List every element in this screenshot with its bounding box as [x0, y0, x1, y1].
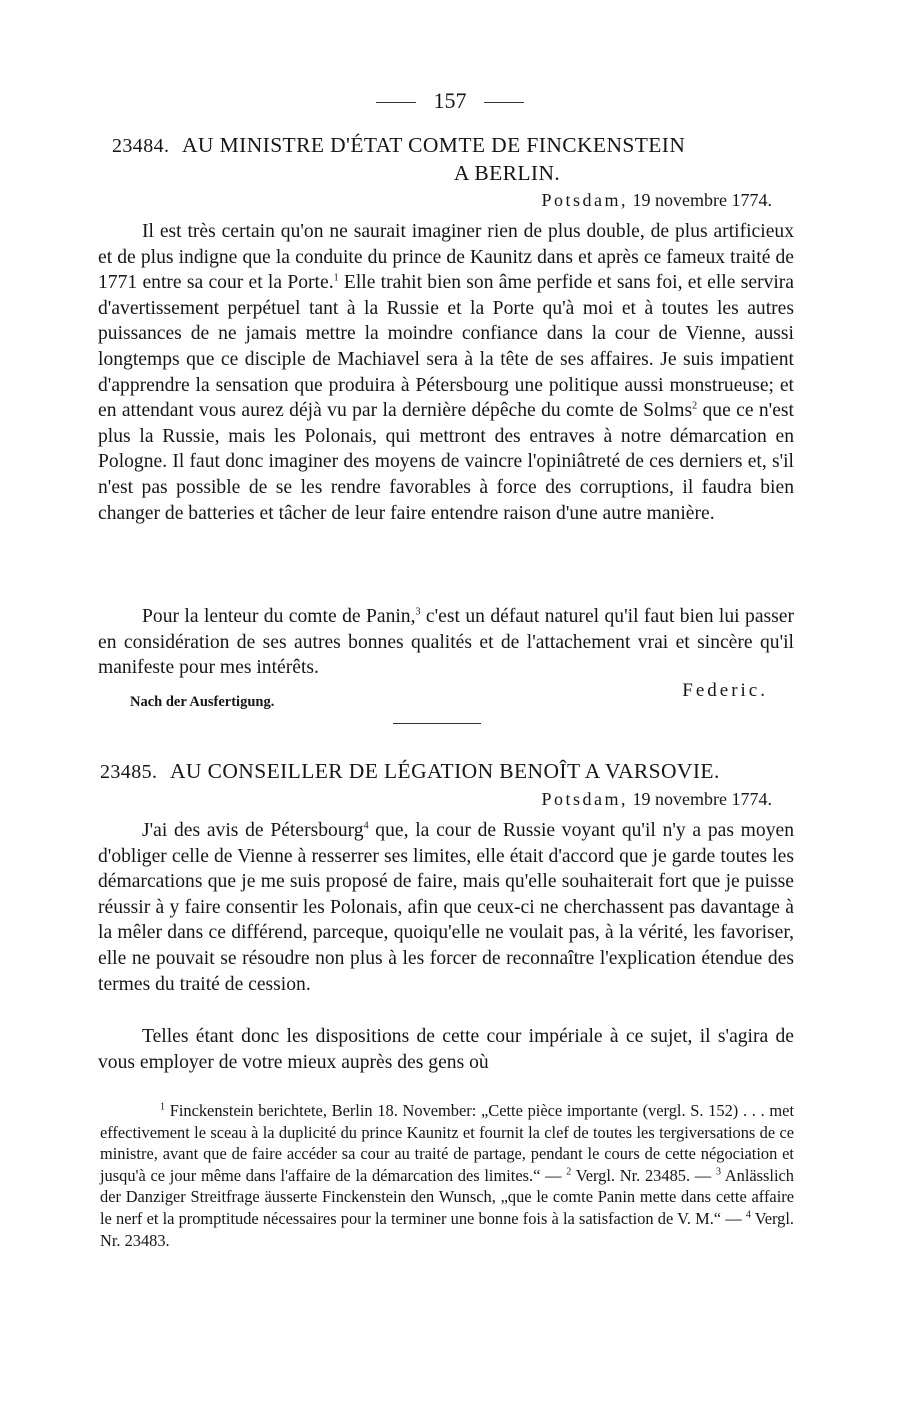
- footnote-1-text: Finckenstein berichtete, Berlin 18. November: „Cette pièce importante (vergl. S. 152) . . . met effectivement le sceau à la duplicité du prince Kaunitz et fournit la clef de toutes les tergiversations de ce ministre, avant que de faire accéder sa cour au traité de partage, pendant le cours de cette négociation et jusqu'à ce jour même dans l'affaire de la démarcation des limites.“ —: [100, 1101, 794, 1185]
- page-number: 157: [433, 88, 467, 113]
- doc1-paragraph-2: [98, 604, 794, 681]
- doc1-p2-text-a: Pour la lenteur du comte de Panin,: [142, 606, 416, 627]
- footnote-2-text: Vergl. Nr. 23485. —: [571, 1165, 716, 1185]
- doc1-p1-text-c: que ce n'est plus la Russie, mais les Polonais, qui mettront des entraves à notre démarcation en Pologne. Il faut donc imaginer des moyens de vaincre l'opiniâtreté de ces derniers et, s'il n'est pas possible de se les rendre favorables à force des corruptions, il faudra bien changer de batteries et tâcher de leur faire entendre raison d'une autre manière.: [98, 400, 794, 524]
- doc2-title-text: AU CONSEILLER DE LÉGATION BENOÎT A VARSOVIE.: [170, 759, 720, 783]
- footnote-marker-1: 1: [333, 272, 339, 284]
- doc1-p1-text-b: Elle trahit bien son âme perfide et sans foi, et elle servira d'avertissement perpétuel tant à la Russie et la Porte qu'à moi et à toutes les autres puissances de ne jamais mettre la moindre confiance dans la cour de Vienne, aussi longtemps que ce disciple de Machiavel sera à la tête de ses affaires. Je suis impatient d'apprendre la sensation que produira à Pétersbourg une politique aussi monstrueuse; et en attendant vous aurez déjà vu par la dernière dépêche du comte de Solms: [98, 272, 795, 422]
- footnote-4-text: Vergl. Nr. 23483.: [100, 1208, 794, 1250]
- footnote-marker-4: 4: [363, 820, 369, 832]
- doc2-title: [100, 758, 800, 786]
- doc2-p1-text-b: que, la cour de Russie voyant qu'il n'y a pas moyen d'obliger celle de Vienne à resserrer ses limites, elle était d'accord que je garde toutes les démarcations que je me suis proposé de faire, mais qu'elle souhaiterait fort que je puisse réussir à y faire consentir les Polonais, afin que ceux-ci ne cherchassent pas davantage à la mêler dans ce différend, parceque, quoiqu'elle ne voulait pas, à la vérité, les favoriser, elle ne pouvait se résoudre non plus à les forcer de reconnaître l'explication étendue des termes du traité de cession.: [98, 820, 794, 995]
- doc2-date-place: Potsdam,: [541, 789, 629, 809]
- doc1-signature: Federic.: [682, 680, 768, 701]
- doc1-number: 23484.: [112, 135, 170, 157]
- footnote-3-marker: 3: [715, 1166, 721, 1178]
- doc2-paragraph-1: [98, 818, 794, 997]
- doc1-date-place: Potsdam,: [541, 190, 629, 210]
- doc1-p2-text-b: c'est un défaut naturel qu'il faut bien lui passer en considération de ses autres bonnes qualités et de l'attachement vrai et sincère qu'il manifeste pour mes intérêts.: [98, 606, 794, 679]
- doc1-title-line2: A BERLIN.: [453, 161, 561, 185]
- footnote-4-marker: 4: [745, 1209, 751, 1221]
- page-header: [0, 88, 900, 114]
- header-dash-left: [376, 102, 416, 103]
- section-divider: [393, 723, 481, 724]
- footnote-1-marker: 1: [160, 1101, 165, 1113]
- doc1-title-line1: AU MINISTRE D'ÉTAT COMTE DE FINCKENSTEIN: [182, 133, 686, 157]
- doc1-date: 19 novembre 1774.: [632, 190, 772, 210]
- doc2-paragraph-2: [98, 1024, 794, 1075]
- doc2-p2-text: Telles étant donc les dispositions de cette cour impériale à ce sujet, il s'agira de vous employer de votre mieux auprès des gens où: [98, 1026, 794, 1073]
- doc1-title: [112, 132, 792, 187]
- footnotes: [100, 1100, 794, 1251]
- footnote-marker-3: 3: [415, 606, 421, 618]
- footnote-3-text: Anlässlich der Danziger Streitfrage äusserte Finckenstein den Wunsch, „que le comte Panin mette dans cette affaire le nerf et la promptitude nécessaires pour la terminer une bonne fois à la satisfaction de V. M.“ —: [100, 1165, 794, 1228]
- doc1-paragraph-1: [98, 219, 794, 526]
- header-dash-right: [484, 102, 524, 103]
- doc2-number: 23485.: [100, 761, 158, 783]
- doc1-dateline: [542, 190, 773, 211]
- doc1-p1-text-a: Il est très certain qu'on ne saurait imaginer rien de plus double, de plus artificieux et de plus indigne que la conduite du prince de Kaunitz dans et après ce fameux traité de 1771 entre sa cour et la Porte.: [98, 221, 794, 294]
- doc2-date: 19 novembre 1774.: [632, 789, 772, 809]
- footnote-marker-2: 2: [692, 400, 698, 412]
- doc2-p1-text-a: J'ai des avis de Pétersbourg: [142, 820, 364, 841]
- doc2-dateline: [542, 789, 773, 810]
- doc1-source-note: Nach der Ausfertigung.: [130, 694, 275, 710]
- footnote-2-marker: 2: [566, 1166, 572, 1178]
